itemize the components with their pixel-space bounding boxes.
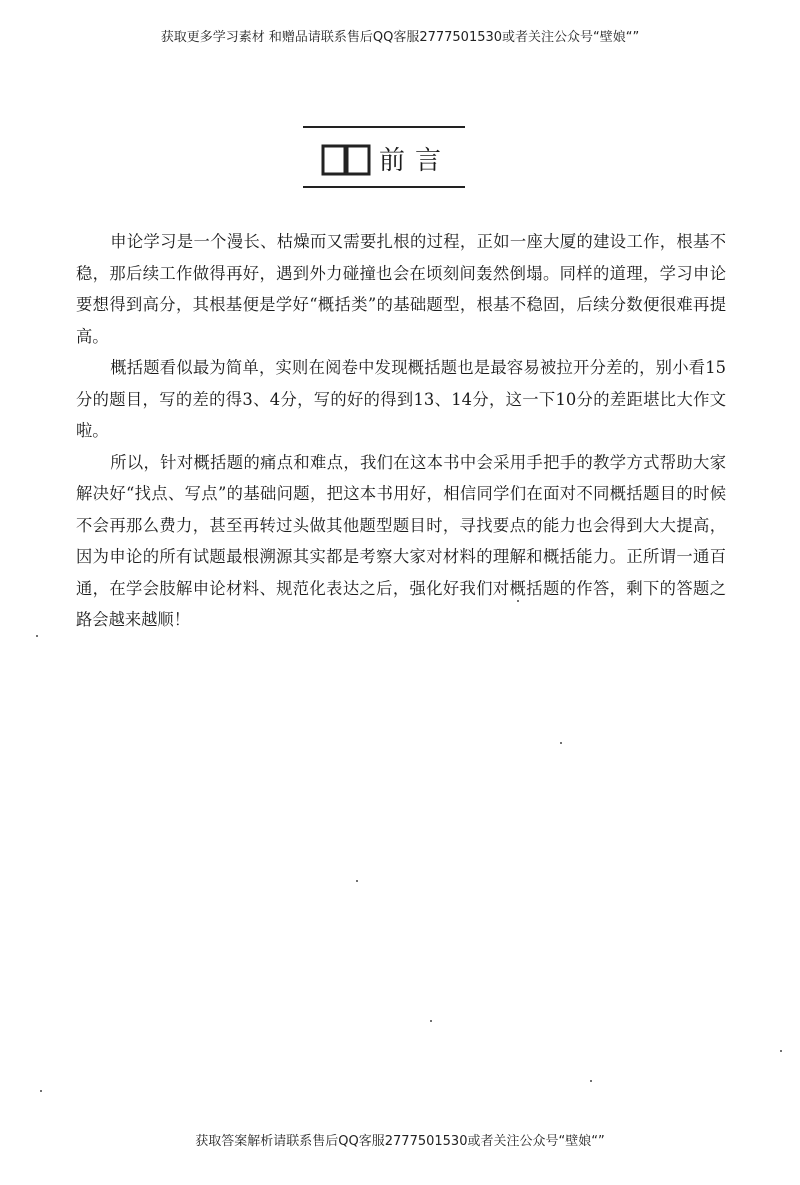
scan-speck xyxy=(36,635,38,637)
paragraph-1: 申论学习是一个漫长、枯燥而又需要扎根的过程，正如一座大厦的建设工作，根基不稳，那后续工作做得再好，遇到外力碰撞也会在顷刻间轰然倒塌。同样的道理，学习申论要想得到高分，其根基便是学好“概括类”的基础题型，根基不稳固，后续分数便很难再提高。 xyxy=(76,232,726,346)
page-footer-text: 获取答案解析请联系售后QQ客服2777501530或者关注公众号“壁娘“” xyxy=(195,1134,605,1149)
scan-speck xyxy=(356,880,358,882)
scan-speck xyxy=(780,1050,782,1052)
scan-speck xyxy=(560,742,562,744)
page-header-text: 获取更多学习素材 和赠品请联系售后QQ客服2777501530或者关注公众号“壁娘“” xyxy=(160,30,640,45)
title-top-rule xyxy=(303,126,465,128)
page-title: 前言 xyxy=(379,146,452,176)
title-bottom-rule xyxy=(303,186,465,188)
section-title-block xyxy=(303,126,465,190)
paragraph-2: 概括题看似最为简单，实则在阅卷中发现概括题也是最容易被拉开分差的，别小看15分的题目，写的差的得3、4分，写的好的得到13、14分，这一下10分的差距堪比大作文啦。 xyxy=(76,358,726,440)
book-icon xyxy=(321,144,371,176)
scan-speck xyxy=(430,1020,432,1022)
preface-body xyxy=(76,226,726,636)
scan-speck xyxy=(517,600,519,602)
scan-speck xyxy=(40,1090,42,1092)
scan-speck xyxy=(590,1080,592,1082)
paragraph-3: 所以，针对概括题的痛点和难点，我们在这本书中会采用手把手的教学方式帮助大家解决好“找点、写点”的基础问题，把这本书用好，相信同学们在面对不同概括题目的时候不会再那么费力，甚至再转过头做其他题型题目时，寻找要点的能力也会得到大大提高，因为申论的所有试题最根溯源其实都是考察大家对材料的理解和概括能力。正所谓一通百通，在学会肢解申论材料、规范化表达之后，强化好我们对概括题的作答，剩下的答题之路会越来越顺！ xyxy=(76,452,726,629)
